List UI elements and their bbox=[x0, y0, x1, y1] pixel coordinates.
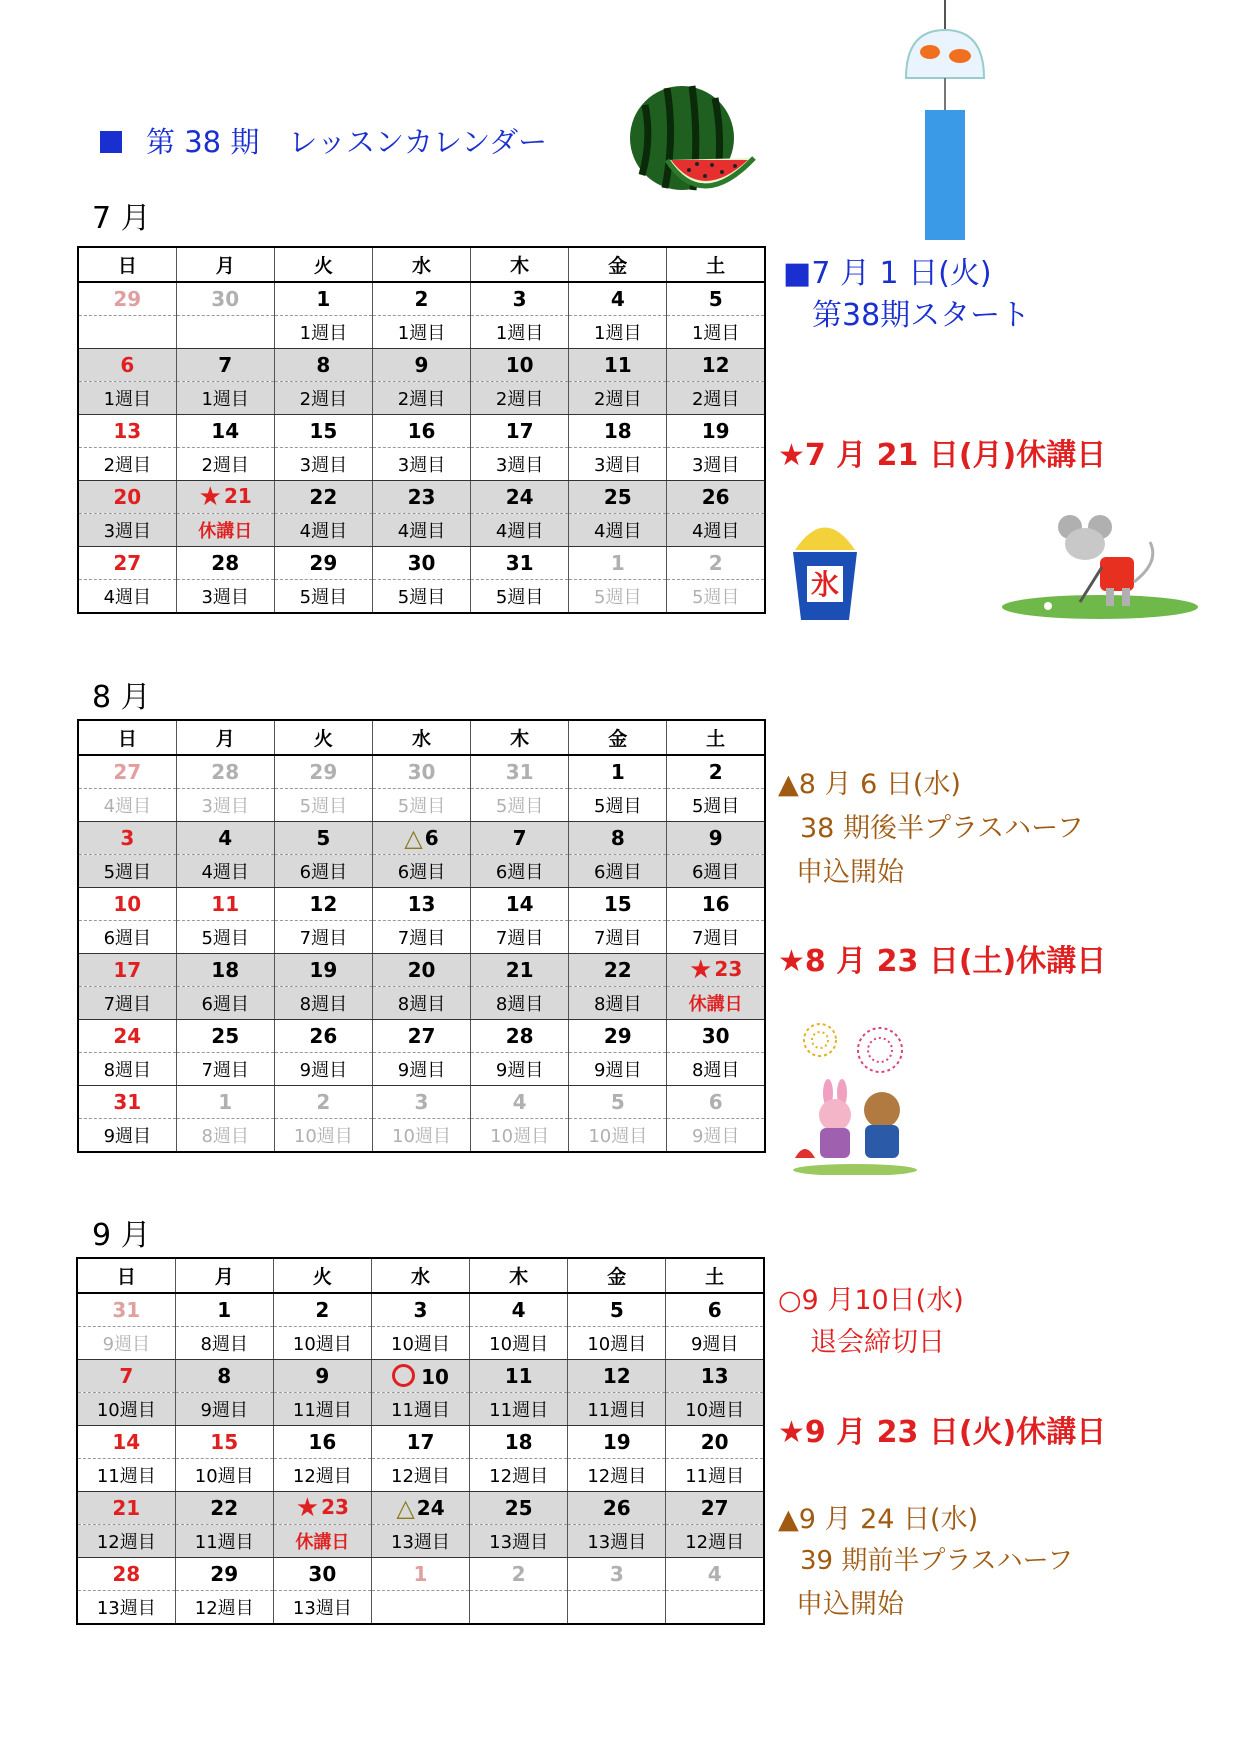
day-header: 火 bbox=[274, 247, 372, 282]
week-cell: 5週目 bbox=[372, 580, 470, 614]
week-cell: 12週目 bbox=[568, 1459, 666, 1492]
date-cell: 22 bbox=[274, 481, 372, 514]
date-cell: 29 bbox=[274, 755, 372, 789]
calendar-august bbox=[77, 719, 766, 1153]
date-cell: 26 bbox=[568, 1492, 666, 1525]
date-cell: 2 bbox=[667, 547, 765, 580]
date-cell: 30 bbox=[273, 1558, 371, 1591]
week-cell: 1週目 bbox=[274, 316, 372, 349]
shaved-ice-illustration bbox=[785, 510, 865, 625]
date-cell: 10 bbox=[371, 1360, 469, 1393]
date-cell: 17 bbox=[371, 1426, 469, 1459]
week-cell: 11週目 bbox=[371, 1393, 469, 1426]
week-cell: 9週目 bbox=[78, 1119, 176, 1153]
date-cell: 16 bbox=[273, 1426, 371, 1459]
date-cell: 3 bbox=[568, 1558, 666, 1591]
week-cell: 12週目 bbox=[273, 1459, 371, 1492]
week-cell: 7週目 bbox=[471, 921, 569, 954]
date-cell: 31 bbox=[78, 1086, 176, 1119]
note-aug-plus-date: ▲8 月 6 日(水) bbox=[778, 769, 961, 800]
calendar-september bbox=[76, 1257, 765, 1625]
day-header: 金 bbox=[569, 720, 667, 755]
note-aug-holiday: ★8 月 23 日(土)休講日 bbox=[778, 944, 1107, 979]
week-cell bbox=[666, 1591, 764, 1625]
date-cell: 13 bbox=[666, 1360, 764, 1393]
week-cell: 10週目 bbox=[274, 1119, 372, 1153]
date-cell: △ 24 bbox=[371, 1492, 469, 1525]
date-cell: 27 bbox=[78, 547, 176, 580]
week-cell: 8週目 bbox=[471, 987, 569, 1020]
week-cell: 10週目 bbox=[471, 1119, 569, 1153]
week-cell: 4週目 bbox=[569, 514, 667, 547]
kakigori-label: 氷 bbox=[810, 568, 840, 601]
date-cell: 7 bbox=[77, 1360, 175, 1393]
week-cell: 7週目 bbox=[667, 921, 765, 954]
date-cell: 8 bbox=[274, 349, 372, 382]
week-cell: 10週目 bbox=[372, 1119, 470, 1153]
week-cell: 6週目 bbox=[176, 987, 274, 1020]
date-cell: 15 bbox=[569, 888, 667, 921]
note-july-start-text: 第38期スタート bbox=[812, 298, 1031, 333]
date-cell: 4 bbox=[471, 1086, 569, 1119]
date-cell: 15 bbox=[175, 1426, 273, 1459]
date-cell: 6 bbox=[667, 1086, 765, 1119]
week-cell: 7週目 bbox=[176, 1053, 274, 1086]
date-cell: 5 bbox=[568, 1293, 666, 1327]
week-cell: 3週目 bbox=[471, 448, 569, 481]
week-cell: 2週目 bbox=[176, 448, 274, 481]
date-cell: 18 bbox=[569, 415, 667, 448]
date-cell: 3 bbox=[371, 1293, 469, 1327]
fireworks-animals-illustration bbox=[790, 1010, 920, 1175]
week-cell: 10週目 bbox=[371, 1327, 469, 1360]
date-cell: 11 bbox=[176, 888, 274, 921]
date-cell: 3 bbox=[78, 822, 176, 855]
week-cell: 1週目 bbox=[176, 382, 274, 415]
date-cell: 9 bbox=[667, 822, 765, 855]
date-cell: 9 bbox=[372, 349, 470, 382]
week-cell: 3週目 bbox=[274, 448, 372, 481]
week-cell bbox=[78, 316, 176, 349]
week-cell: 3週目 bbox=[78, 514, 176, 547]
week-cell: 2週目 bbox=[274, 382, 372, 415]
week-cell: 12週目 bbox=[77, 1525, 175, 1558]
note-aug-plus-text: 38 期後半プラスハーフ bbox=[800, 813, 1084, 844]
week-cell: 5週目 bbox=[471, 580, 569, 614]
week-cell: 4週目 bbox=[78, 789, 176, 822]
week-cell bbox=[176, 316, 274, 349]
circle-icon bbox=[392, 1364, 415, 1387]
week-cell: 11週目 bbox=[470, 1393, 568, 1426]
date-cell: 14 bbox=[471, 888, 569, 921]
date-cell: 6 bbox=[666, 1293, 764, 1327]
month-label-september: 9 月 bbox=[92, 1218, 151, 1253]
triangle-icon: △ bbox=[404, 824, 423, 852]
date-cell: 27 bbox=[372, 1020, 470, 1053]
day-header: 月 bbox=[175, 1258, 273, 1293]
date-cell: 1 bbox=[569, 547, 667, 580]
date-cell: 12 bbox=[568, 1360, 666, 1393]
week-cell: 10週目 bbox=[568, 1327, 666, 1360]
date-cell: 4 bbox=[470, 1293, 568, 1327]
date-cell: 19 bbox=[274, 954, 372, 987]
date-cell: 26 bbox=[274, 1020, 372, 1053]
date-cell: 24 bbox=[78, 1020, 176, 1053]
week-cell: 2週目 bbox=[471, 382, 569, 415]
week-cell: 8週目 bbox=[274, 987, 372, 1020]
date-cell: 17 bbox=[471, 415, 569, 448]
week-cell: 10週目 bbox=[666, 1393, 764, 1426]
week-cell: 3週目 bbox=[667, 448, 765, 481]
date-cell: 3 bbox=[471, 282, 569, 316]
week-cell: 8週目 bbox=[175, 1327, 273, 1360]
date-cell: 13 bbox=[372, 888, 470, 921]
date-cell: 15 bbox=[274, 415, 372, 448]
week-cell: 5週目 bbox=[667, 789, 765, 822]
date-cell: 5 bbox=[569, 1086, 667, 1119]
note-sep-plus-date: ▲9 月 24 日(水) bbox=[778, 1504, 979, 1535]
week-cell: 12週目 bbox=[666, 1525, 764, 1558]
date-cell: 22 bbox=[175, 1492, 273, 1525]
date-cell: 16 bbox=[667, 888, 765, 921]
date-cell: 28 bbox=[77, 1558, 175, 1591]
week-cell: 6週目 bbox=[372, 855, 470, 888]
week-cell bbox=[568, 1591, 666, 1625]
week-cell: 5週目 bbox=[176, 921, 274, 954]
week-cell: 6週目 bbox=[274, 855, 372, 888]
date-cell: 28 bbox=[176, 547, 274, 580]
month-label-july: 7 月 bbox=[92, 201, 151, 236]
date-cell: 18 bbox=[470, 1426, 568, 1459]
day-header: 木 bbox=[471, 720, 569, 755]
date-cell: 3 bbox=[372, 1086, 470, 1119]
week-cell: 10週目 bbox=[470, 1327, 568, 1360]
note-july-start-date: ■7 月 1 日(火) bbox=[783, 256, 992, 291]
date-cell: △ 6 bbox=[372, 822, 470, 855]
week-cell: 11週目 bbox=[568, 1393, 666, 1426]
date-cell: 2 bbox=[470, 1558, 568, 1591]
week-cell: 11週目 bbox=[273, 1393, 371, 1426]
week-cell: 5週目 bbox=[274, 580, 372, 614]
week-cell: 11週目 bbox=[666, 1459, 764, 1492]
week-cell: 8週目 bbox=[78, 1053, 176, 1086]
date-cell: 30 bbox=[372, 755, 470, 789]
note-sep-close-date: ○9 月10日(水) bbox=[778, 1285, 964, 1316]
calendar-july bbox=[77, 246, 766, 614]
watermelon-illustration bbox=[627, 80, 767, 210]
date-cell: 27 bbox=[78, 755, 176, 789]
week-cell: 5週目 bbox=[569, 580, 667, 614]
date-cell: ★ 23 bbox=[273, 1492, 371, 1525]
week-cell: 9週目 bbox=[666, 1327, 764, 1360]
week-cell: 9週目 bbox=[471, 1053, 569, 1086]
date-cell: 17 bbox=[78, 954, 176, 987]
week-cell: 6週目 bbox=[471, 855, 569, 888]
date-cell: 5 bbox=[274, 822, 372, 855]
day-header: 土 bbox=[667, 247, 765, 282]
day-header: 月 bbox=[176, 720, 274, 755]
day-header: 月 bbox=[176, 247, 274, 282]
star-icon: ★ bbox=[198, 482, 222, 512]
date-cell: 12 bbox=[274, 888, 372, 921]
holiday-cell: 休講日 bbox=[667, 987, 765, 1020]
week-cell: 9週目 bbox=[77, 1327, 175, 1360]
note-aug-plus-start: 申込開始 bbox=[796, 857, 904, 888]
day-header: 火 bbox=[274, 720, 372, 755]
week-cell: 2週目 bbox=[569, 382, 667, 415]
date-cell: 1 bbox=[569, 755, 667, 789]
date-cell: 1 bbox=[371, 1558, 469, 1591]
date-cell: 13 bbox=[78, 415, 176, 448]
day-header: 木 bbox=[471, 247, 569, 282]
date-cell: 1 bbox=[176, 1086, 274, 1119]
date-cell: 28 bbox=[176, 755, 274, 789]
star-icon: ★ bbox=[295, 1493, 320, 1523]
week-cell: 1週目 bbox=[569, 316, 667, 349]
week-cell: 3週目 bbox=[176, 580, 274, 614]
holiday-cell: 休講日 bbox=[273, 1525, 371, 1558]
week-cell: 3週目 bbox=[569, 448, 667, 481]
week-cell: 8週目 bbox=[176, 1119, 274, 1153]
page-title: 第 38 期 レッスンカレンダー bbox=[100, 120, 547, 161]
holiday-cell: 休講日 bbox=[176, 514, 274, 547]
date-cell: 31 bbox=[77, 1293, 175, 1327]
week-cell bbox=[470, 1591, 568, 1625]
week-cell: 5週目 bbox=[372, 789, 470, 822]
star-icon: ★ bbox=[689, 955, 713, 985]
date-cell: 20 bbox=[372, 954, 470, 987]
date-cell: 8 bbox=[175, 1360, 273, 1393]
date-cell: 21 bbox=[471, 954, 569, 987]
week-cell: 4週目 bbox=[471, 514, 569, 547]
date-cell: 29 bbox=[569, 1020, 667, 1053]
week-cell: 5週目 bbox=[667, 580, 765, 614]
date-cell: 29 bbox=[78, 282, 176, 316]
note-sep-plus-text: 39 期前半プラスハーフ bbox=[800, 1546, 1074, 1576]
day-header: 水 bbox=[371, 1258, 469, 1293]
date-cell: 4 bbox=[569, 282, 667, 316]
date-cell: 6 bbox=[78, 349, 176, 382]
date-cell: 1 bbox=[175, 1293, 273, 1327]
week-cell bbox=[371, 1591, 469, 1625]
day-header: 日 bbox=[77, 1258, 175, 1293]
week-cell: 3週目 bbox=[176, 789, 274, 822]
week-cell: 7週目 bbox=[372, 921, 470, 954]
date-cell: 14 bbox=[176, 415, 274, 448]
date-cell: 18 bbox=[176, 954, 274, 987]
week-cell: 4週目 bbox=[176, 855, 274, 888]
date-cell: 7 bbox=[471, 822, 569, 855]
day-header: 水 bbox=[372, 247, 470, 282]
date-cell: 2 bbox=[372, 282, 470, 316]
week-cell: 4週目 bbox=[372, 514, 470, 547]
week-cell: 1週目 bbox=[372, 316, 470, 349]
week-cell: 12週目 bbox=[470, 1459, 568, 1492]
date-cell: 11 bbox=[470, 1360, 568, 1393]
day-header: 木 bbox=[470, 1258, 568, 1293]
week-cell: 1週目 bbox=[471, 316, 569, 349]
date-cell: 30 bbox=[667, 1020, 765, 1053]
week-cell: 8週目 bbox=[667, 1053, 765, 1086]
month-label-august: 8 月 bbox=[92, 680, 151, 715]
week-cell: 4週目 bbox=[274, 514, 372, 547]
date-cell: 27 bbox=[666, 1492, 764, 1525]
week-cell: 10週目 bbox=[175, 1459, 273, 1492]
week-cell: 3週目 bbox=[372, 448, 470, 481]
week-cell: 10週目 bbox=[569, 1119, 667, 1153]
week-cell: 13週目 bbox=[568, 1525, 666, 1558]
week-cell: 9週目 bbox=[372, 1053, 470, 1086]
date-cell: 10 bbox=[471, 349, 569, 382]
day-header: 金 bbox=[569, 247, 667, 282]
note-july-holiday: ★7 月 21 日(月)休講日 bbox=[778, 438, 1107, 473]
date-cell: 16 bbox=[372, 415, 470, 448]
date-cell: 20 bbox=[666, 1426, 764, 1459]
week-cell: 2週目 bbox=[667, 382, 765, 415]
date-cell: 19 bbox=[667, 415, 765, 448]
week-cell: 10週目 bbox=[273, 1327, 371, 1360]
date-cell: 8 bbox=[569, 822, 667, 855]
date-cell: 5 bbox=[667, 282, 765, 316]
week-cell: 1週目 bbox=[78, 382, 176, 415]
week-cell: 4週目 bbox=[667, 514, 765, 547]
date-cell: 25 bbox=[569, 481, 667, 514]
date-cell: 9 bbox=[273, 1360, 371, 1393]
triangle-icon: △ bbox=[396, 1494, 415, 1522]
date-cell: 19 bbox=[568, 1426, 666, 1459]
day-header: 土 bbox=[667, 720, 765, 755]
date-cell: 10 bbox=[78, 888, 176, 921]
date-cell: ★ 23 bbox=[667, 954, 765, 987]
note-sep-holiday: ★9 月 23 日(火)休講日 bbox=[778, 1415, 1107, 1450]
date-cell: 21 bbox=[77, 1492, 175, 1525]
date-cell: 25 bbox=[470, 1492, 568, 1525]
week-cell: 6週目 bbox=[667, 855, 765, 888]
week-cell: 13週目 bbox=[371, 1525, 469, 1558]
day-header: 日 bbox=[78, 247, 176, 282]
date-cell: 2 bbox=[273, 1293, 371, 1327]
day-header: 土 bbox=[666, 1258, 764, 1293]
date-cell: 30 bbox=[372, 547, 470, 580]
week-cell: 11週目 bbox=[77, 1459, 175, 1492]
week-cell: 2週目 bbox=[78, 448, 176, 481]
week-cell: 1週目 bbox=[667, 316, 765, 349]
date-cell: 2 bbox=[274, 1086, 372, 1119]
day-header: 日 bbox=[78, 720, 176, 755]
date-cell: 20 bbox=[78, 481, 176, 514]
week-cell: 12週目 bbox=[371, 1459, 469, 1492]
day-header: 水 bbox=[372, 720, 470, 755]
week-cell: 13週目 bbox=[77, 1591, 175, 1625]
mouse-golfer-illustration bbox=[1000, 502, 1200, 622]
day-header: 金 bbox=[568, 1258, 666, 1293]
week-cell: 6週目 bbox=[78, 921, 176, 954]
date-cell: 2 bbox=[667, 755, 765, 789]
date-cell: 1 bbox=[274, 282, 372, 316]
note-sep-plus-start: 申込開始 bbox=[796, 1589, 904, 1620]
date-cell: 31 bbox=[471, 755, 569, 789]
week-cell: 11週目 bbox=[175, 1525, 273, 1558]
date-cell: 12 bbox=[667, 349, 765, 382]
date-cell: 22 bbox=[569, 954, 667, 987]
week-cell: 7週目 bbox=[78, 987, 176, 1020]
date-cell: 24 bbox=[471, 481, 569, 514]
week-cell: 9週目 bbox=[667, 1119, 765, 1153]
week-cell: 7週目 bbox=[569, 921, 667, 954]
date-cell: 29 bbox=[175, 1558, 273, 1591]
week-cell: 5週目 bbox=[78, 855, 176, 888]
week-cell: 13週目 bbox=[273, 1591, 371, 1625]
week-cell: 9週目 bbox=[175, 1393, 273, 1426]
date-cell: 23 bbox=[372, 481, 470, 514]
note-sep-close-text: 退会締切日 bbox=[810, 1327, 945, 1358]
week-cell: 8週目 bbox=[569, 987, 667, 1020]
date-cell: 11 bbox=[569, 349, 667, 382]
week-cell: 12週目 bbox=[175, 1591, 273, 1625]
week-cell: 8週目 bbox=[372, 987, 470, 1020]
square-bullet-icon bbox=[100, 131, 122, 153]
week-cell: 6週目 bbox=[569, 855, 667, 888]
date-cell: 7 bbox=[176, 349, 274, 382]
date-cell: 30 bbox=[176, 282, 274, 316]
week-cell: 9週目 bbox=[569, 1053, 667, 1086]
date-cell: 31 bbox=[471, 547, 569, 580]
wind-chime-illustration bbox=[888, 0, 1003, 245]
week-cell: 4週目 bbox=[78, 580, 176, 614]
date-cell: ★ 21 bbox=[176, 481, 274, 514]
week-cell: 5週目 bbox=[471, 789, 569, 822]
date-cell: 26 bbox=[667, 481, 765, 514]
date-cell: 4 bbox=[176, 822, 274, 855]
day-header: 火 bbox=[273, 1258, 371, 1293]
week-cell: 9週目 bbox=[274, 1053, 372, 1086]
date-cell: 4 bbox=[666, 1558, 764, 1591]
week-cell: 5週目 bbox=[569, 789, 667, 822]
week-cell: 5週目 bbox=[274, 789, 372, 822]
week-cell: 7週目 bbox=[274, 921, 372, 954]
date-cell: 14 bbox=[77, 1426, 175, 1459]
date-cell: 29 bbox=[274, 547, 372, 580]
date-cell: 25 bbox=[176, 1020, 274, 1053]
week-cell: 10週目 bbox=[77, 1393, 175, 1426]
date-cell: 28 bbox=[471, 1020, 569, 1053]
week-cell: 2週目 bbox=[372, 382, 470, 415]
week-cell: 13週目 bbox=[470, 1525, 568, 1558]
